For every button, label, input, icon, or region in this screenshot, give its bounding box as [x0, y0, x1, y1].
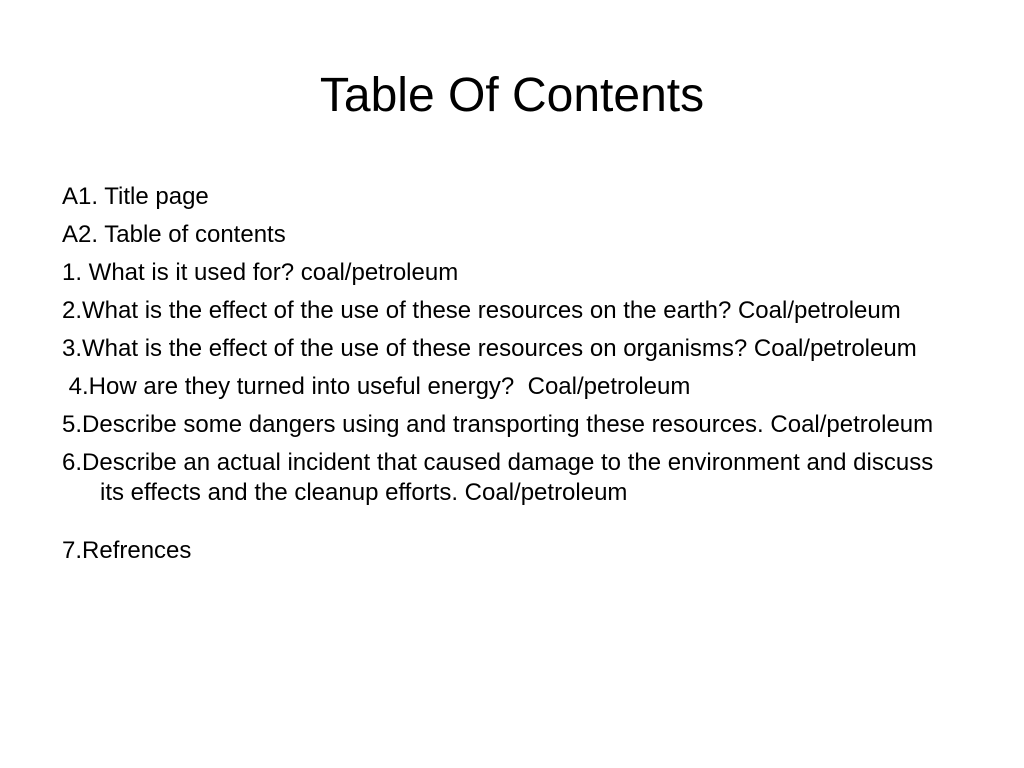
list-item-a2: A2. Table of contents [62, 221, 286, 248]
contents-list [62, 182, 962, 574]
list-item-4: 4.How are they turned into useful energy? Coal/petroleum [62, 373, 691, 400]
list-item-6: 6.Describe an actual incident that caused damage to the environment and discuss its effects and the cleanup efforts. Coal/petroleum [62, 449, 934, 506]
slide-title: Table Of Contents [319, 69, 705, 122]
list-item-a1: A1. Title page [62, 183, 209, 210]
list-item-3: 3.What is the effect of the use of these resources on organisms? Coal/petroleum [62, 335, 917, 362]
list-item-7: 7.Refrences [62, 537, 192, 564]
list-item-2: 2.What is the effect of the use of these resources on the earth? Coal/petroleum [62, 297, 901, 324]
list-item-5: 5.Describe some dangers using and transporting these resources. Coal/petroleum [62, 411, 934, 438]
list-item-1: 1. What is it used for? coal/petroleum [62, 259, 459, 286]
